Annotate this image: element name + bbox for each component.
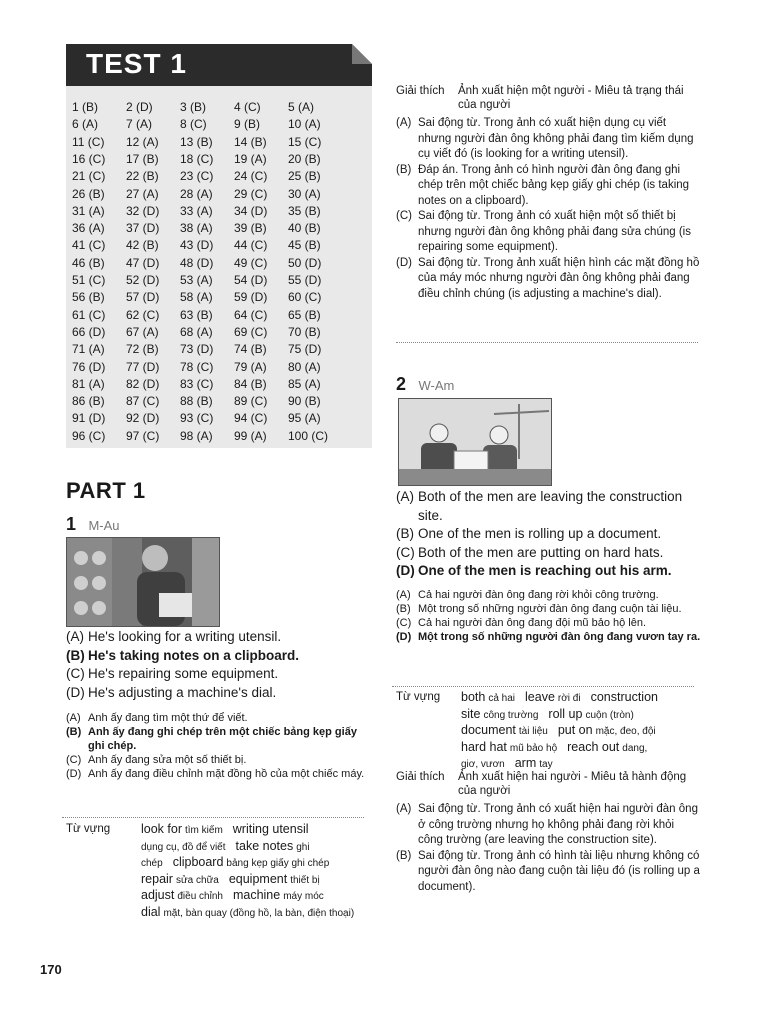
option-row (396, 849, 702, 896)
answer-cell: 28 (A) (180, 186, 213, 201)
answer-cell: 69 (C) (234, 324, 268, 339)
divider (392, 686, 694, 687)
option-row (396, 163, 702, 210)
answer-cell: 52 (D) (126, 273, 160, 287)
answer-cell: 64 (C) (234, 307, 268, 322)
answer-cell: 79 (A) (234, 359, 267, 374)
vocab-term: both (461, 690, 486, 704)
answer-cell: 44 (C) (234, 238, 268, 253)
answer-cell: 27 (A) (126, 186, 159, 201)
answer-cell: 4 (C) (234, 100, 261, 114)
option-letter: (C) (396, 617, 412, 629)
vocab-gloss: chép (141, 858, 163, 869)
vocab-line (141, 888, 371, 905)
vocab-gloss: thiết bị (290, 874, 320, 886)
answer-row (66, 342, 372, 361)
option-row (396, 525, 706, 544)
answer-row (66, 308, 372, 327)
answer-cell: 5 (A) (288, 100, 315, 114)
vocab-term: put on (557, 723, 593, 737)
answer-cell: 21 (C) (72, 169, 106, 184)
vocab-gloss: mặt, bàn quay (đồng hồ, la bàn, điện thoại) (163, 907, 355, 919)
answer-cell: 72 (B) (126, 342, 159, 357)
answer-cell: 53 (A) (180, 273, 213, 287)
answer-cell: 70 (B) (288, 324, 321, 339)
answer-cell: 84 (B) (234, 376, 267, 391)
option-text: He's repairing some equipment. (88, 666, 279, 682)
answer-cell: 74 (B) (234, 342, 267, 357)
answer-cell: 49 (C) (234, 255, 268, 270)
answer-cell: 76 (D) (72, 359, 106, 374)
vocab-gloss: bảng kẹp giấy ghi chép (226, 858, 330, 869)
vocab-term: roll up (548, 706, 583, 721)
answer-row (66, 377, 372, 396)
answer-row (66, 117, 372, 136)
question-number: 2 (396, 374, 407, 394)
vocab-gloss: cả hai (488, 693, 516, 704)
explanation-label: Giải thích (396, 85, 445, 97)
option-row (396, 488, 706, 525)
answer-key-grid (66, 86, 372, 448)
explanation-label: Giải thích (396, 771, 445, 783)
option-text: One of the men is rolling up a document. (418, 526, 662, 542)
answer-cell: 31 (A) (72, 203, 105, 218)
option-row (396, 544, 706, 563)
vocab-line (141, 905, 371, 922)
answer-cell: 36 (A) (72, 221, 105, 236)
answer-cell: 2 (D) (126, 100, 153, 114)
option-letter: (B) (66, 726, 82, 738)
question-1-heading (66, 514, 120, 535)
option-row (66, 647, 366, 666)
vocab-gloss: mũ bảo hộ (509, 742, 558, 754)
vocab-term: machine (232, 888, 281, 902)
answer-cell: 99 (A) (234, 428, 267, 443)
option-text: Sai động từ. Trong ảnh có xuất hiện dụng cụ viết nhưng người đàn ông không phải đang tìm kiếm dụng cụ viết đó (is looking for a writing utensil). (418, 117, 694, 160)
option-letter: (A) (396, 117, 412, 129)
vocab-term: site (461, 706, 481, 721)
answer-row (66, 290, 372, 309)
divider (62, 817, 364, 818)
answer-cell: 71 (A) (72, 342, 105, 357)
answer-cell: 96 (C) (72, 428, 106, 443)
answer-cell: 14 (B) (234, 134, 267, 149)
answer-cell: 42 (B) (126, 238, 159, 253)
option-row (66, 665, 366, 684)
answer-cell: 20 (B) (288, 151, 321, 166)
answer-cell: 68 (A) (180, 324, 213, 339)
answer-row (66, 394, 372, 413)
answer-row (66, 204, 372, 223)
answer-cell: 81 (A) (72, 376, 105, 391)
divider (396, 342, 698, 343)
explanation-lead: Ảnh xuất hiện một người - Miêu tả trạng thái của người (458, 85, 684, 111)
vocab-line (141, 872, 371, 889)
man-with-clipboard-image (67, 538, 219, 626)
answer-cell: 16 (C) (72, 151, 106, 166)
answer-cell: 46 (B) (72, 255, 105, 270)
answer-cell: 35 (B) (288, 203, 321, 218)
option-letter: (C) (66, 666, 85, 682)
answer-cell: 51 (C) (72, 273, 106, 287)
vocab-term: dial (141, 904, 161, 919)
answer-row (66, 221, 372, 240)
option-text: Sai động từ. Trong ảnh có xuất hiện một số thiết bị nhưng người đàn ông không phải đang sửa chúng (is repairing some equipment). (418, 210, 691, 253)
option-row (396, 562, 706, 581)
answer-cell: 95 (A) (288, 411, 321, 426)
answer-cell: 86 (B) (72, 394, 105, 409)
answer-cell: 26 (B) (72, 186, 105, 201)
page-number: 170 (40, 962, 62, 977)
vocab-line (461, 723, 701, 740)
answer-cell: 25 (B) (288, 169, 321, 184)
answer-row (66, 135, 372, 154)
answer-cell: 90 (B) (288, 394, 321, 409)
option-row (66, 711, 366, 725)
banner-corner-shade (352, 44, 372, 64)
answer-row (66, 238, 372, 257)
vocab-line (461, 740, 701, 757)
answer-cell: 18 (C) (180, 151, 214, 166)
answer-cell: 83 (C) (180, 376, 214, 391)
vocab-term: reach out (567, 739, 620, 754)
vocab-gloss: tay (539, 759, 553, 770)
question-2-heading (396, 374, 454, 395)
answer-cell: 88 (B) (180, 394, 213, 409)
answer-cell: 37 (D) (126, 221, 160, 236)
vocab-line (141, 855, 371, 872)
option-text: Sai động từ. Trong ảnh xuất hiện hình các mặt đồng hồ của máy móc nhưng người đàn ông không phải đang điều chỉnh chúng (is adjusting a machine's dial). (418, 256, 700, 300)
option-letter: (D) (66, 684, 85, 700)
test-title: TEST 1 (86, 48, 187, 79)
answer-cell: 58 (A) (180, 290, 213, 305)
option-letter: (B) (66, 647, 85, 663)
vocab-line (141, 822, 371, 839)
answer-row (66, 187, 372, 206)
option-row (66, 628, 366, 647)
answer-cell: 85 (A) (288, 376, 321, 391)
answer-cell: 34 (D) (234, 203, 268, 218)
option-text: He's adjusting a machine's dial. (88, 684, 277, 700)
answer-cell: 39 (B) (234, 221, 267, 236)
vocab-gloss: tìm kiếm (185, 825, 223, 836)
answer-cell: 15 (C) (288, 134, 322, 149)
option-text: Anh ấy đang điều chỉnh mặt đồng hồ của một chiếc máy. (88, 768, 365, 780)
answer-cell: 50 (D) (288, 255, 322, 270)
option-text: Cả hai người đàn ông đang rời khỏi công trường. (418, 589, 659, 601)
vocab-term: arm (514, 756, 537, 770)
answer-cell: 24 (C) (234, 169, 268, 184)
vocab-term: equipment (228, 871, 288, 886)
vocab-term: adjust (141, 888, 175, 902)
option-letter: (A) (396, 589, 411, 601)
option-letter: (C) (396, 544, 415, 560)
option-text: Anh ấy đang ghi chép trên một chiếc bảng kẹp giấy ghi chép. (88, 726, 357, 752)
answer-cell: 59 (D) (234, 290, 268, 305)
answer-row (66, 360, 372, 379)
vocab-gloss: cuộn (tròn) (585, 709, 634, 721)
option-text: Anh ấy đang sửa một số thiết bị. (88, 754, 247, 766)
answer-row (66, 429, 372, 448)
option-letter: (C) (66, 754, 82, 766)
vocab-gloss: ghi (296, 841, 310, 853)
answer-cell: 41 (C) (72, 238, 106, 253)
question-number: 1 (66, 514, 77, 534)
answer-cell: 93 (C) (180, 411, 214, 426)
question-1-translations (66, 711, 366, 781)
vocab-term: repair (141, 871, 173, 886)
option-text: Anh ấy đang tìm một thứ để viết. (88, 712, 248, 724)
answer-cell: 43 (D) (180, 238, 214, 253)
option-letter: (B) (396, 849, 412, 862)
answer-cell: 22 (B) (126, 169, 159, 184)
answer-cell: 77 (D) (126, 359, 160, 374)
answer-row (66, 169, 372, 188)
answer-row (66, 256, 372, 275)
answer-cell: 12 (A) (126, 134, 159, 149)
vocab-label: Từ vựng (66, 823, 111, 835)
question-2-photo (398, 398, 552, 486)
vocab-line (461, 707, 701, 724)
answer-cell: 80 (A) (288, 359, 321, 374)
option-letter: (C) (396, 210, 412, 222)
answer-cell: 3 (B) (180, 100, 207, 114)
answer-cell: 23 (C) (180, 169, 214, 184)
answer-cell: 8 (C) (180, 117, 207, 132)
test-banner (66, 44, 372, 86)
vocab-term: construction (590, 690, 658, 704)
vocab-gloss: mặc, đeo, đội (595, 726, 656, 737)
option-row (396, 802, 702, 849)
answer-cell: 87 (C) (126, 394, 160, 409)
answer-cell: 29 (C) (234, 186, 268, 201)
option-text: Sai động từ. Trong ảnh có hình tài liệu nhưng không có người đàn ông nào đang cuộn tài liệu đó (is rolling up a document). (418, 849, 700, 893)
option-text: He's taking notes on a clipboard. (88, 647, 299, 663)
option-letter: (A) (66, 712, 81, 724)
question-2-translations (396, 588, 706, 644)
option-row (66, 725, 366, 753)
answer-cell: 97 (C) (126, 428, 160, 443)
option-row (396, 616, 706, 630)
option-row (396, 630, 706, 644)
option-row (66, 767, 366, 781)
answer-cell: 38 (A) (180, 221, 213, 236)
option-text: One of the men is reaching out his arm. (418, 563, 672, 579)
option-text: Một trong số những người đàn ông đang cuộn tài liệu. (418, 603, 682, 615)
option-row (396, 256, 702, 303)
option-letter: (D) (396, 256, 412, 269)
answer-cell: 98 (A) (180, 428, 213, 443)
speaker-label: W-Am (418, 378, 455, 393)
answer-cell: 75 (D) (288, 342, 322, 357)
vocab-term: hard hat (461, 739, 507, 754)
answer-cell: 91 (D) (72, 411, 106, 426)
option-letter: (B) (396, 163, 412, 176)
answer-cell: 54 (D) (234, 273, 268, 287)
answer-cell: 89 (C) (234, 394, 268, 409)
answer-cell: 82 (D) (126, 376, 160, 391)
option-letter: (A) (396, 489, 414, 504)
answer-cell: 13 (B) (180, 134, 213, 149)
vocab-term: writing utensil (232, 822, 309, 836)
answer-cell: 63 (B) (180, 307, 213, 322)
question-2-vocabulary (396, 690, 706, 770)
question-2-options (396, 488, 706, 581)
option-row (396, 588, 706, 602)
vocab-gloss: điều chỉnh (177, 891, 223, 902)
vocab-label: Từ vựng (396, 691, 441, 703)
vocab-gloss: dụng cụ, đồ để viết (141, 841, 226, 853)
answer-row (66, 325, 372, 344)
vocab-gloss: công trường (483, 709, 539, 721)
vocab-gloss: tài liệu (518, 726, 548, 737)
question-2-explanation (396, 770, 702, 895)
option-letter: (A) (396, 803, 412, 815)
answer-cell: 92 (D) (126, 411, 160, 426)
answer-cell: 6 (A) (72, 117, 99, 132)
question-1-explanation (396, 84, 702, 302)
option-text: Đáp án. Trong ảnh có hình người đàn ông đang ghi chép trên một chiếc bảng kẹp giấy ghi chép (is taking notes on a clipboard). (418, 163, 690, 207)
answer-cell: 17 (B) (126, 151, 159, 166)
vocab-gloss: giơ, vươn (461, 759, 505, 770)
vocab-gloss: máy móc (283, 891, 324, 902)
option-text: He's looking for a writing utensil. (88, 629, 282, 644)
answer-cell: 47 (D) (126, 255, 160, 270)
question-1-photo (66, 537, 220, 627)
option-letter: (D) (396, 563, 415, 579)
vocab-gloss: rời đi (557, 693, 581, 704)
answer-cell: 60 (C) (288, 290, 322, 305)
answer-cell: 11 (C) (72, 134, 105, 149)
answer-cell: 56 (B) (72, 290, 105, 305)
answer-cell: 57 (D) (126, 290, 160, 305)
option-letter: (B) (396, 526, 414, 542)
option-row (396, 602, 706, 616)
option-text: Both of the men are leaving the construction site. (418, 489, 683, 523)
option-row (66, 684, 366, 703)
answer-cell: 10 (A) (288, 117, 321, 132)
vocab-gloss: dang, (622, 742, 648, 754)
part-title: PART 1 (66, 478, 146, 503)
option-text: Cả hai người đàn ông đang đội mũ bảo hộ lên. (418, 617, 647, 629)
answer-row (66, 152, 372, 171)
answer-cell: 55 (D) (288, 273, 322, 287)
answer-cell: 94 (C) (234, 411, 268, 426)
vocab-line (461, 690, 701, 707)
answer-cell: 62 (C) (126, 307, 160, 322)
option-row (396, 116, 702, 163)
vocab-term: take notes (235, 838, 294, 853)
answer-cell: 100 (C) (288, 428, 329, 443)
answer-cell: 78 (C) (180, 359, 214, 374)
speaker-label: M-Au (88, 518, 120, 533)
construction-workers-image (399, 399, 551, 485)
option-row (396, 209, 702, 256)
answer-cell: 67 (A) (126, 324, 159, 339)
vocab-term: document (461, 723, 516, 737)
explanation-lead: Ảnh xuất hiện hai người - Miêu tả hành động của người (458, 771, 687, 797)
answer-row (66, 100, 372, 119)
answer-cell: 7 (A) (126, 117, 153, 132)
option-letter: (A) (66, 629, 84, 644)
answer-cell: 32 (D) (126, 203, 160, 218)
option-text: Both of the men are putting on hard hats. (418, 544, 664, 560)
answer-cell: 40 (B) (288, 221, 321, 236)
option-text: Sai động từ. Trong ảnh có xuất hiện hai người đàn ông ở công trường nhưng họ không phải đang rời khỏi công trường (are leaving the construction site). (418, 803, 698, 846)
answer-cell: 9 (B) (234, 117, 261, 132)
answer-row (66, 411, 372, 430)
answer-cell: 61 (C) (72, 307, 106, 322)
answer-cell: 1 (B) (72, 100, 99, 114)
answer-cell: 33 (A) (180, 203, 213, 218)
vocab-term: look for (141, 822, 182, 836)
option-letter: (D) (66, 768, 82, 780)
vocab-gloss: sửa chữa (175, 874, 219, 886)
option-row (66, 753, 366, 767)
question-1-options (66, 628, 366, 702)
vocab-term: leave (525, 690, 555, 704)
answer-cell: 66 (D) (72, 324, 106, 339)
option-letter: (B) (396, 603, 411, 615)
answer-cell: 30 (A) (288, 186, 321, 201)
option-text: Một trong số những người đàn ông đang vươn tay ra. (418, 631, 701, 643)
answer-row (66, 273, 372, 292)
question-1-vocabulary (66, 822, 366, 917)
answer-cell: 65 (B) (288, 307, 321, 322)
answer-cell: 48 (D) (180, 255, 214, 270)
option-letter: (D) (396, 631, 412, 643)
answer-cell: 73 (D) (180, 342, 214, 357)
answer-cell: 45 (B) (288, 238, 321, 253)
answer-cell: 19 (A) (234, 151, 267, 166)
vocab-term: clipboard (172, 855, 224, 869)
vocab-line (141, 839, 371, 856)
